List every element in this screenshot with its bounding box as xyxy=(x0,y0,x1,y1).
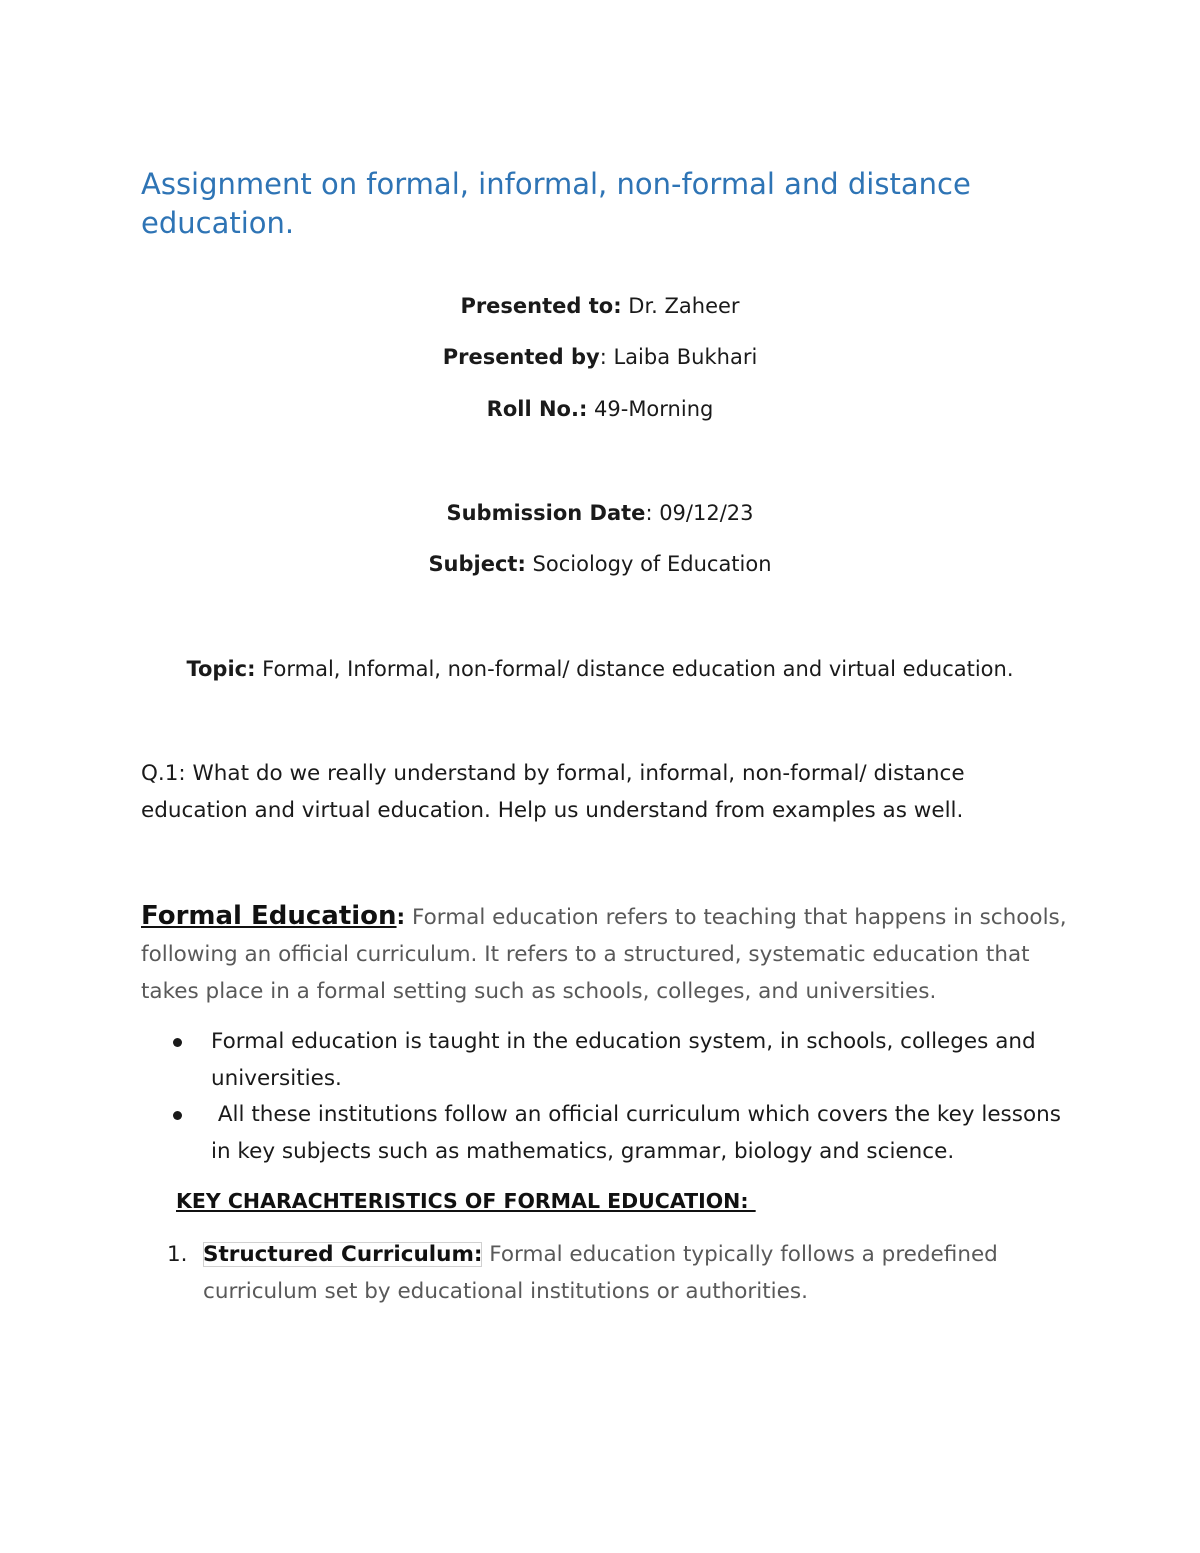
submission-date-value: : 09/12/23 xyxy=(645,501,754,525)
key-characteristics-heading: KEY CHARACHTERISTICS OF FORMAL EDUCATION: xyxy=(176,1189,756,1213)
formal-education-bullet-list xyxy=(211,1024,1081,1170)
list-item xyxy=(211,1024,1081,1097)
bullet-text: Formal education is taught in the education system, in schools, colleges and universities. xyxy=(211,1029,1036,1091)
submission-date-label: Submission Date xyxy=(446,501,646,525)
bullet-icon xyxy=(173,1038,182,1047)
topic-line xyxy=(0,655,1200,683)
presented-to-value: Dr. Zaheer xyxy=(621,294,740,318)
roll-no-line xyxy=(0,395,1200,423)
bullet-text: All these institutions follow an official curriculum which covers the key lessons in key subjects such as mathematics, grammar, biology and science. xyxy=(211,1102,1068,1164)
document-title: Assignment on formal, informal, non-formal and distance education. xyxy=(141,167,971,240)
numbered-list-item xyxy=(167,1236,1083,1310)
formal-education-colon: : xyxy=(396,905,406,930)
topic-label: Topic: xyxy=(186,657,256,681)
presented-by-label: Presented by xyxy=(442,345,600,369)
list-number: 1. xyxy=(167,1242,188,1267)
subject-label: Subject: xyxy=(428,552,526,576)
formal-education-paragraph xyxy=(141,898,1071,1010)
formal-education-text: Formal education refers to teaching that happens in schools, following an official curriculum. It refers to a structured, systematic education that takes place in a formal setting such as schools, colleges, and universities. xyxy=(141,905,1067,1004)
presented-to-line xyxy=(0,292,1200,320)
subject-line xyxy=(0,550,1200,578)
roll-no-value: 49-Morning xyxy=(587,397,714,421)
subject-value: Sociology of Education xyxy=(525,552,772,576)
formal-education-heading: Formal Education xyxy=(141,901,397,931)
presented-by-line xyxy=(0,343,1200,371)
bullet-icon xyxy=(173,1111,182,1120)
topic-value: Formal, Informal, non-formal/ distance education and virtual education. xyxy=(255,657,1014,681)
roll-no-label: Roll No.: xyxy=(486,397,588,421)
structured-curriculum-text: Formal education typically follows a predefined curriculum set by educational institutions or authorities. xyxy=(203,1242,998,1304)
list-item xyxy=(211,1097,1081,1170)
presented-by-value: : Laiba Bukhari xyxy=(599,345,758,369)
question-text: Q.1: What do we really understand by formal, informal, non-formal/ distance education and virtual education. Help us understand from examples as well. xyxy=(141,761,965,823)
presented-to-label: Presented to: xyxy=(460,294,622,318)
submission-date-line xyxy=(0,499,1200,527)
structured-curriculum-term: Structured Curriculum: xyxy=(203,1242,483,1267)
